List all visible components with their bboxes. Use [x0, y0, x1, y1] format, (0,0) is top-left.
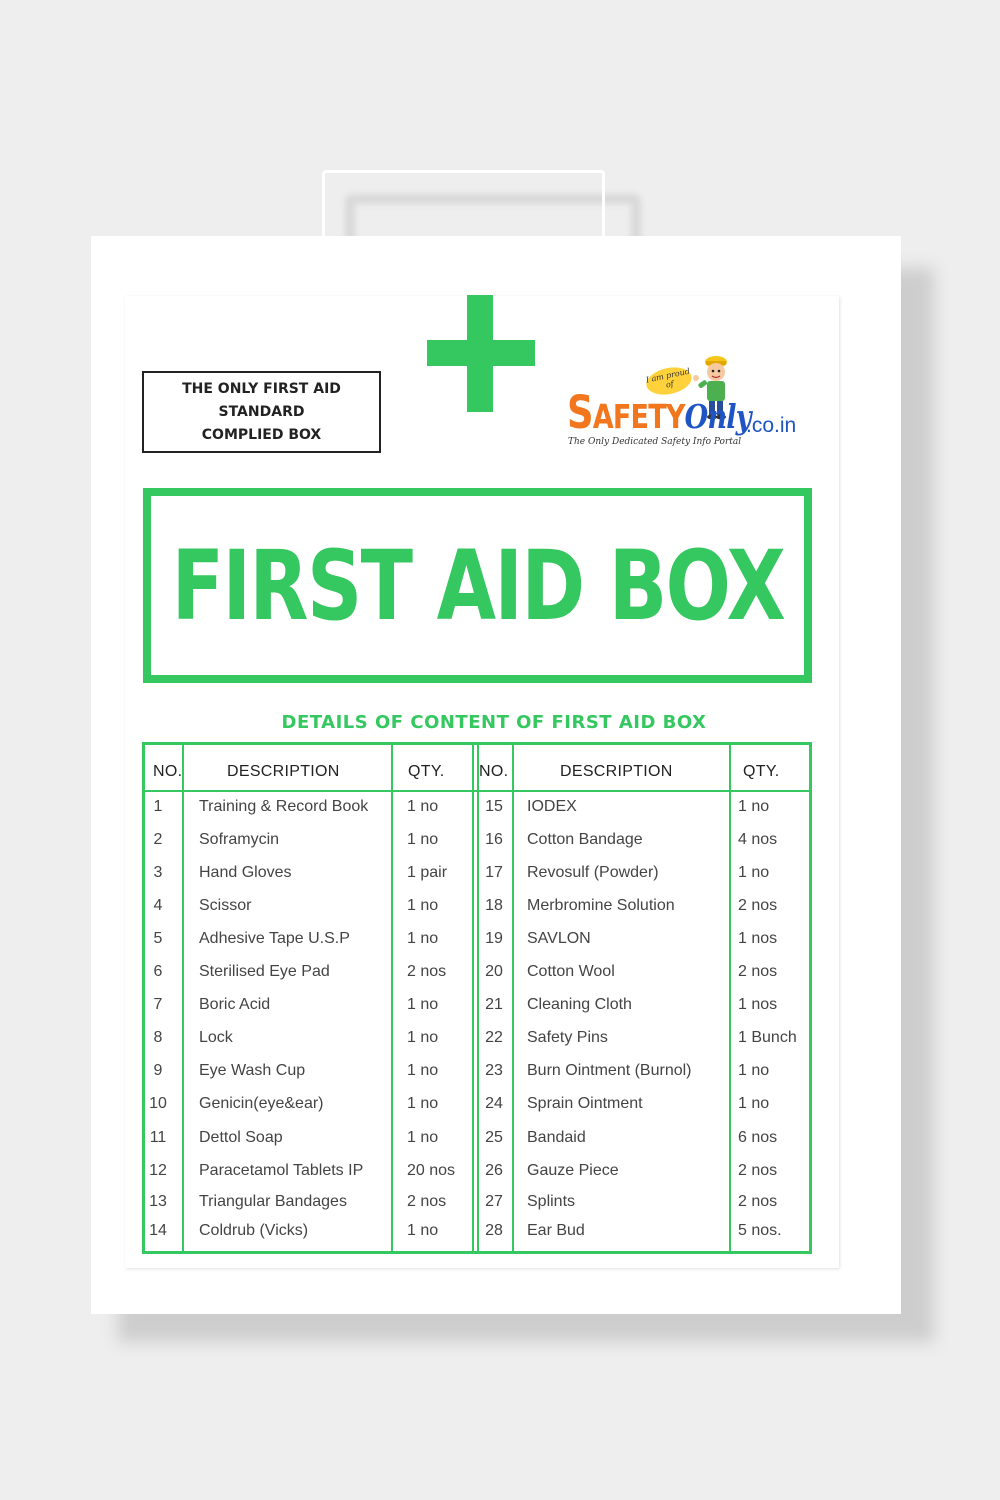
item-quantity: 1 no [407, 996, 439, 1013]
item-quantity: 1 no [407, 1129, 439, 1146]
contents-table [142, 742, 812, 1254]
title-frame [143, 488, 812, 683]
item-quantity: 2 nos [407, 963, 447, 980]
item-description: Cleaning Cloth [527, 996, 632, 1013]
item-number: 20 [485, 963, 503, 980]
item-description: SAVLON [527, 930, 591, 947]
item-quantity: 1 no [738, 798, 770, 815]
item-description: Lock [199, 1029, 233, 1046]
item-quantity: 6 nos [738, 1129, 778, 1146]
item-number: 21 [485, 996, 503, 1013]
item-number: 8 [153, 1029, 163, 1046]
item-description: Hand Gloves [199, 864, 292, 881]
item-description: Scissor [199, 897, 252, 914]
item-description: Genicin(eye&ear) [199, 1095, 324, 1112]
item-description: Sprain Ointment [527, 1095, 643, 1112]
item-description: Cotton Wool [527, 963, 615, 980]
item-number: 15 [485, 798, 503, 815]
standard-label-line1: THE ONLY FIRST AID STANDARD [182, 380, 341, 420]
item-number: 12 [149, 1162, 167, 1179]
item-quantity: 1 nos [738, 996, 778, 1013]
item-number: 13 [149, 1193, 167, 1210]
item-quantity: 1 no [407, 930, 439, 947]
item-number: 9 [153, 1062, 163, 1079]
item-description: Boric Acid [199, 996, 271, 1013]
logo-tagline: The Only Dedicated Safety Info Portal [568, 437, 742, 447]
item-quantity: 1 no [407, 831, 439, 848]
item-description: Triangular Bandages [199, 1193, 347, 1210]
item-quantity: 1 no [738, 864, 770, 881]
item-quantity: 2 nos [738, 1162, 778, 1179]
item-number: 2 [153, 831, 163, 848]
header-description-right: DESCRIPTION [560, 763, 673, 780]
item-number: 3 [153, 864, 163, 881]
header-no-left: NO. [153, 763, 183, 780]
item-number: 16 [485, 831, 503, 848]
item-number: 27 [485, 1193, 503, 1210]
item-description: Bandaid [527, 1129, 586, 1146]
item-number: 17 [485, 864, 503, 881]
item-number: 6 [153, 963, 163, 980]
item-description: Cotton Bandage [527, 831, 643, 848]
item-description: Merbromine Solution [527, 897, 675, 914]
header-qty-right: QTY. [743, 763, 780, 780]
item-number: 18 [485, 897, 503, 914]
item-number: 28 [485, 1222, 503, 1239]
standard-label-line2: COMPLIED BOX [201, 426, 322, 443]
item-quantity: 5 nos. [738, 1222, 782, 1239]
item-quantity: 1 no [407, 1095, 439, 1112]
header-description-left: DESCRIPTION [227, 763, 340, 780]
safety-only-logo [560, 350, 810, 450]
item-number: 23 [485, 1062, 503, 1079]
item-number: 7 [153, 996, 163, 1013]
item-quantity: 1 Bunch [738, 1029, 797, 1046]
item-quantity: 1 no [407, 1222, 439, 1239]
item-number: 19 [485, 930, 503, 947]
item-description: Paracetamol Tablets IP [199, 1162, 364, 1179]
item-number: 14 [149, 1222, 167, 1239]
header-qty-left: QTY. [408, 763, 445, 780]
item-quantity: 1 no [407, 897, 439, 914]
item-description: Ear Bud [527, 1222, 585, 1239]
item-number: 11 [149, 1129, 167, 1146]
item-number: 4 [153, 897, 163, 914]
item-description: IODEX [527, 798, 577, 815]
details-heading: DETAILS OF CONTENT OF FIRST AID BOX [281, 712, 707, 733]
item-number: 1 [153, 798, 163, 815]
item-quantity: 1 no [738, 1095, 770, 1112]
item-number: 22 [485, 1029, 503, 1046]
standard-compliance-label [142, 371, 381, 453]
item-description: Splints [527, 1193, 576, 1210]
item-description: Revosulf (Powder) [527, 864, 659, 881]
page-title: FIRST AID BOX [171, 529, 784, 642]
item-description: Safety Pins [527, 1029, 608, 1046]
item-quantity: 2 nos [738, 897, 778, 914]
item-number: 26 [485, 1162, 503, 1179]
item-description: Burn Ointment (Burnol) [527, 1062, 692, 1079]
item-quantity: 1 nos [738, 930, 778, 947]
item-quantity: 2 nos [407, 1193, 447, 1210]
logo-wordmark: SAFETYOnly [567, 386, 751, 439]
item-description: Dettol Soap [199, 1129, 283, 1146]
item-quantity: 1 pair [407, 864, 448, 881]
item-number: 10 [149, 1095, 167, 1112]
item-quantity: 20 nos [407, 1162, 456, 1179]
item-description: Eye Wash Cup [199, 1062, 306, 1079]
item-quantity: 2 nos [738, 1193, 778, 1210]
item-description: Sterilised Eye Pad [199, 963, 330, 980]
logo-domain: .co.in [746, 414, 797, 437]
item-description: Training & Record Book [199, 798, 369, 815]
item-quantity: 1 no [407, 1029, 439, 1046]
item-quantity: 4 nos [738, 831, 778, 848]
item-quantity: 1 no [738, 1062, 770, 1079]
item-description: Soframycin [199, 831, 280, 848]
item-description: Adhesive Tape U.S.P [199, 930, 350, 947]
item-number: 25 [485, 1129, 503, 1146]
logo-proud-badge: I am proud of [644, 364, 694, 399]
item-quantity: 1 no [407, 798, 439, 815]
item-quantity: 1 no [407, 1062, 439, 1079]
item-number: 5 [153, 930, 163, 947]
item-description: Coldrub (Vicks) [199, 1222, 309, 1239]
item-quantity: 2 nos [738, 963, 778, 980]
header-no-right: NO. [479, 763, 509, 780]
item-description: Gauze Piece [527, 1162, 619, 1179]
item-number: 24 [485, 1095, 503, 1112]
